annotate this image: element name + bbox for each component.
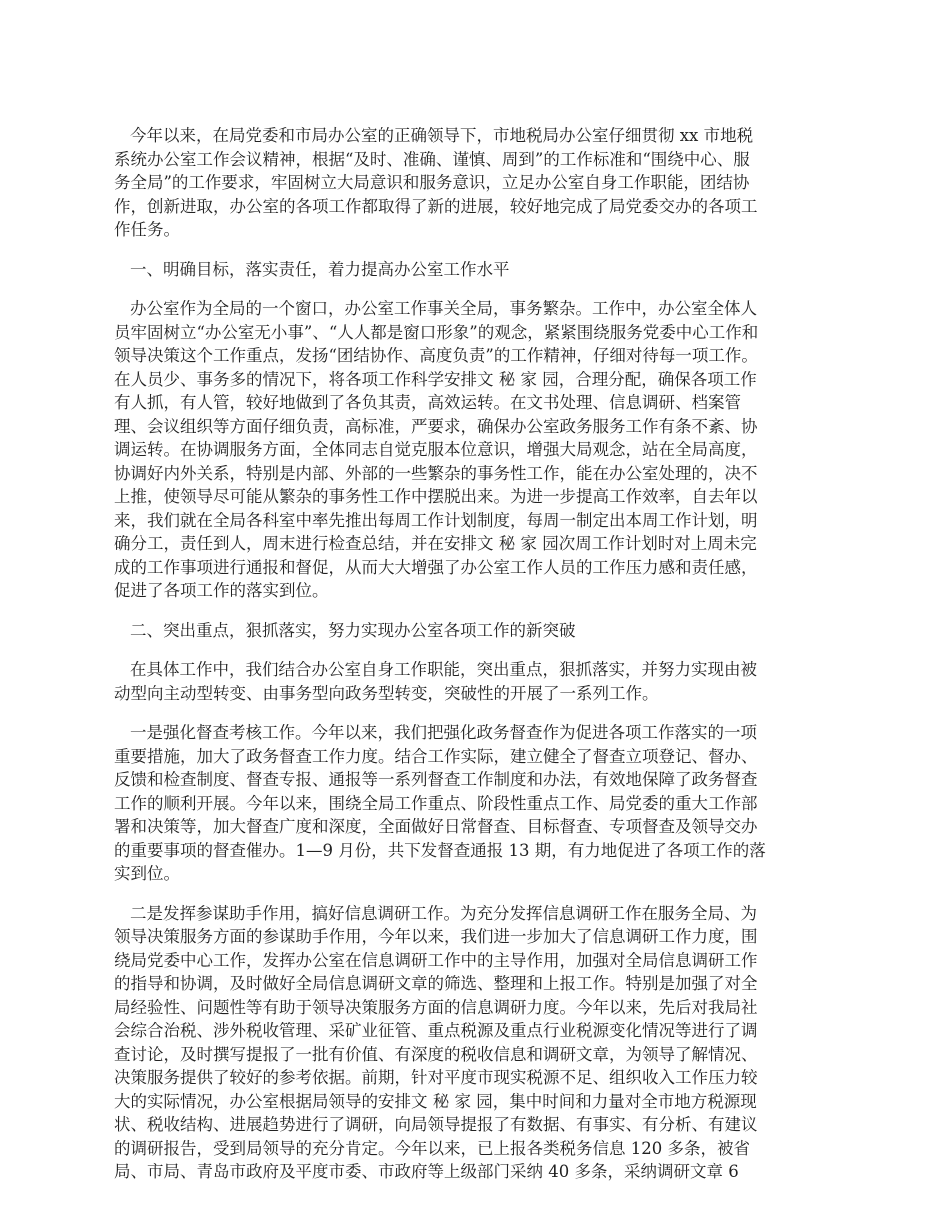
text-line: 重要措施，加大了政务督查工作力度。结合工作实际，建立健全了督查立项登记、督办、 bbox=[114, 746, 758, 766]
text-line: 二、突出重点，狠抓落实，努力实现办公室各项工作的新突破 bbox=[130, 620, 576, 640]
text-line: 促进了各项工作的落实到位。 bbox=[114, 581, 329, 600]
text-line: 在人员少、事务多的情况下，将各项工作科学安排文 秘 家 园，合理分配，确保各项工作 bbox=[114, 369, 757, 389]
text-line: 的重要事项的督查催办。1—9 月份，共下发督查通报 13 期，有力地促进了各项工作的落 bbox=[114, 840, 766, 860]
text-line: 署和决策等，加大督查广度和深度，全面做好日常督查、目标督查、专项督查及领导交办 bbox=[114, 817, 758, 836]
document-body bbox=[114, 124, 836, 1184]
body-paragraph bbox=[114, 721, 836, 886]
text-line: 作，创新进取，办公室的各项工作都取得了新的进展，较好地完成了局党委交办的各项工 bbox=[114, 196, 758, 216]
text-line: 成的工作事项进行通报和督促，从而大大增强了办公室工作人员的工作压力感和责任感， bbox=[114, 557, 758, 577]
text-line: 反馈和检查制度、督查专报、通报等一系列督查工作制度和办法，有效地保障了政务督查 bbox=[114, 770, 758, 789]
text-line: 员牢固树立“办公室无小事”、“人人都是窗口形象”的观念，紧紧围绕服务党委中心工作和 bbox=[114, 322, 759, 342]
body-paragraph bbox=[114, 297, 836, 603]
text-line: 领导决策这个工作重点，发扬“团结协作、高度负责”的工作精神，仔细对待每一项工作。 bbox=[114, 346, 758, 365]
text-line: 一、明确目标，落实责任，着力提高办公室工作水平 bbox=[130, 259, 510, 279]
section-heading bbox=[114, 258, 836, 282]
text-line: 务全局”的工作要求，牢固树立大局意识和服务意识，立足办公室自身工作职能，团结协 bbox=[114, 173, 750, 192]
text-line: 会综合治税、涉外税收管理、采矿业征管、重点税源及重点行业税源变化情况等进行了调 bbox=[114, 1021, 758, 1040]
text-line: 办公室作为全局的一个窗口，办公室工作事关全局，事务繁杂。工作中，办公室全体人 bbox=[130, 299, 757, 318]
text-line: 大的实际情况，办公室根据局领导的安排文 秘 家 园，集中时间和力量对全市地方税源现 bbox=[114, 1091, 757, 1111]
text-line: 作任务。 bbox=[114, 220, 180, 239]
text-line: 调运转。在协调服务方面，全体同志自觉克服本位意识，增强大局观念，站在全局高度， bbox=[114, 440, 758, 459]
text-line: 的指导和协调，及时做好全局信息调研文章的筛选、整理和上报工作。特别是加强了对全 bbox=[114, 974, 758, 993]
text-line: 领导决策服务方面的参谋助手作用，今年以来，我们进一步加大了信息调研工作力度，围 bbox=[114, 927, 758, 946]
text-line: 协调好内外关系，特别是内部、外部的一些繁杂的事务性工作，能在办公室处理的，决不 bbox=[114, 463, 758, 483]
text-line: 理、会议组织等方面仔细负责，高标准，严要求，确保办公室政务服务工作有条不紊、协 bbox=[114, 416, 758, 436]
text-line: 在具体工作中，我们结合办公室自身工作职能，突出重点，狠抓落实，并努力实现由被 bbox=[130, 660, 757, 679]
section-heading bbox=[114, 619, 836, 643]
text-line: 状、税收结构、进展趋势进行了调研，向局领导提报了有数据、有事实、有分析、有建议 bbox=[114, 1115, 758, 1134]
text-line: 实到位。 bbox=[114, 864, 180, 883]
text-line: 今年以来，在局党委和市局办公室的正确领导下，市地税局办公室仔细贯彻 xx 市地税 bbox=[130, 126, 754, 145]
body-paragraph bbox=[114, 658, 836, 705]
text-line: 查讨论，及时撰写提报了一批有价值、有深度的税收信息和调研文章，为领导了解情况、 bbox=[114, 1044, 758, 1064]
text-line: 有人抓，有人管，较好地做到了各负其责，高效运转。在文书处理、信息调研、档案管 bbox=[114, 393, 741, 412]
text-line: 系统办公室工作会议精神，根据“及时、准确、谨慎、周到”的工作标准和“围绕中心、服 bbox=[114, 149, 750, 169]
text-line: 局、市局、青岛市政府及平度市委、市政府等上级部门采纳 40 多条，采纳调研文章 6 bbox=[114, 1162, 739, 1181]
text-line: 确分工，责任到人，周末进行检查总结，并在安排文 秘 家 园次周工作计划时对上周未完 bbox=[114, 534, 757, 553]
text-line: 局经验性、问题性等有助于领导决策服务方面的信息调研力度。今年以来，先后对我局社 bbox=[114, 997, 758, 1017]
text-line: 来，我们就在全局各科室中率先推出每周工作计划制度，每周一制定出本周工作计划，明 bbox=[114, 510, 758, 530]
text-line: 工作的顺利开展。今年以来，围绕全局工作重点、阶段性重点工作、局党委的重大工作部 bbox=[114, 793, 758, 813]
text-line: 一是强化督查考核工作。今年以来，我们把强化政务督查作为促进各项工作落实的一项 bbox=[130, 723, 757, 742]
body-paragraph bbox=[114, 124, 836, 242]
text-line: 二是发挥参谋助手作用，搞好信息调研工作。为充分发挥信息调研工作在服务全局、为 bbox=[130, 903, 757, 923]
text-line: 决策服务提供了较好的参考依据。前期，针对平度市现实税源不足、组织收入工作压力较 bbox=[114, 1068, 758, 1087]
body-paragraph bbox=[114, 902, 836, 1184]
text-line: 上推，使领导尽可能从繁杂的事务性工作中摆脱出来。为进一步提高工作效率，自去年以 bbox=[114, 487, 758, 506]
text-line: 的调研报告，受到局领导的充分肯定。今年以来，已上报各类税务信息 120 多条，被省 bbox=[114, 1138, 750, 1158]
text-line: 动型向主动型转变、由事务型向政务型转变，突破性的开展了一系列工作。 bbox=[114, 683, 659, 703]
text-line: 绕局党委中心工作，发挥办公室在信息调研工作中的主导作用，加强对全局信息调研工作 bbox=[114, 950, 758, 970]
